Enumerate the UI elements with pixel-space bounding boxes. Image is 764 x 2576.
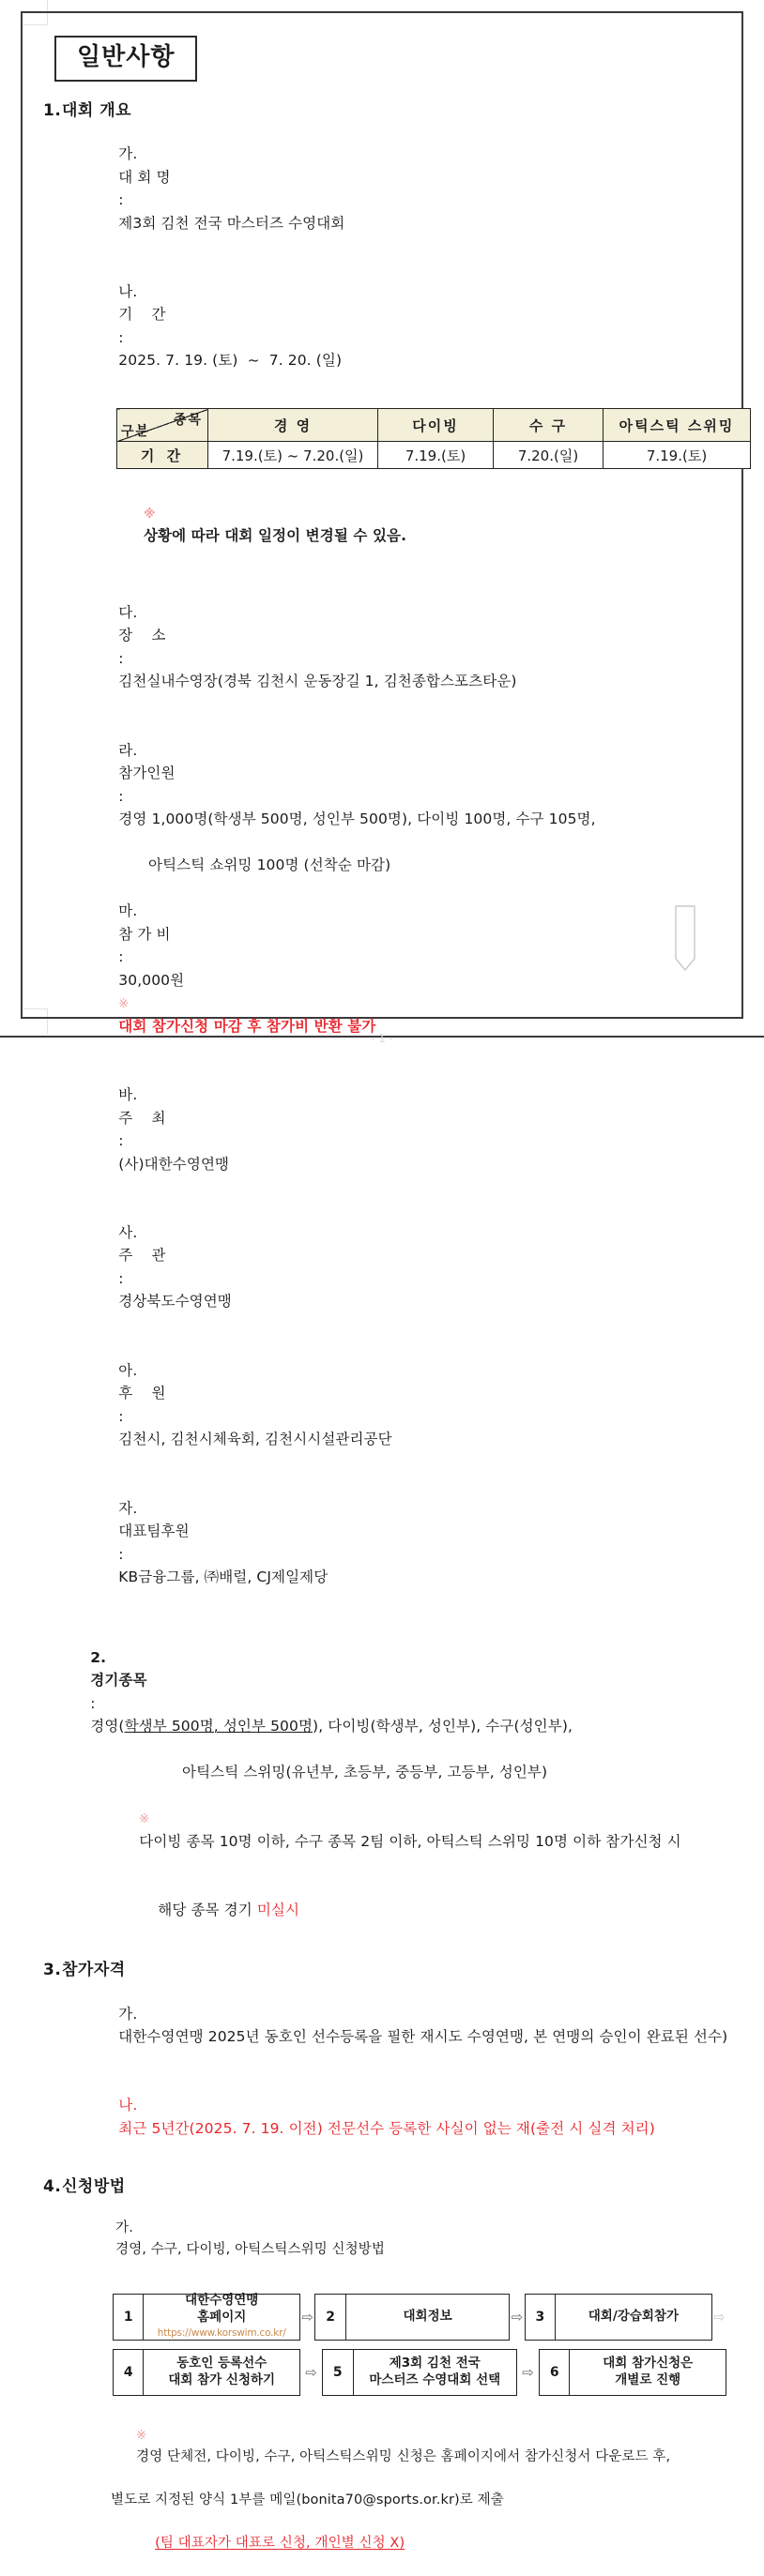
item-label: 장 소 (118, 627, 166, 644)
section-2-line1-underlined: 학생부 500명, 성인부 500명 (124, 1718, 313, 1735)
flow-arrow-wrap-icon: ⇨ (713, 2308, 726, 2326)
flow-step-1[interactable] (113, 2294, 300, 2341)
flow-step-line2: 홈페이지 (197, 2310, 247, 2326)
section-3-number: 3. (43, 1961, 62, 1980)
flow-step-line1: 동호인 등록선수 (176, 2355, 267, 2371)
flow-step-6[interactable] (539, 2349, 726, 2396)
section-4-item-a (43, 2196, 726, 2282)
item-separator: : (118, 649, 124, 667)
item-marker: 나. (118, 2097, 138, 2114)
table-row (117, 442, 751, 469)
section-1-item-g (43, 1199, 726, 1337)
flow-arrow-icon: ⇨ (511, 2308, 524, 2326)
section-2-note-line2 (43, 1876, 726, 1945)
flow-step-3[interactable] (525, 2294, 712, 2341)
item-label: 대표팀후원 (118, 1523, 190, 1540)
section-1-item-d (43, 716, 726, 854)
bookmark-ribbon-icon (674, 904, 696, 972)
flow-arrow-icon: ⇨ (301, 2308, 313, 2326)
section-2-note-line1 (43, 1784, 726, 1876)
item-marker: 마. (118, 902, 138, 920)
note-text-highlight: 미실시 (256, 1902, 300, 1919)
section-3-item-b (43, 2071, 726, 2163)
item-value: KB금융그룹, ㈜배럴, CJ제일제당 (118, 1568, 329, 1586)
section-1-note (43, 478, 726, 570)
section-4-title: 신청방법 (62, 2176, 126, 2196)
note-star-icon: ※ (143, 507, 156, 522)
item-value: 경영 1,000명(학생부 500명, 성인부 500명), 다이빙 100명, 수구 105명, (118, 811, 596, 828)
flow-step-number: 5 (323, 2350, 354, 2395)
section-1-title: 대회 개요 (62, 100, 132, 120)
flow-step-5[interactable] (322, 2349, 517, 2396)
flow-step-line1: 대한수영연맹 (185, 2293, 259, 2309)
item-marker: 다. (118, 603, 138, 621)
item-separator: : (118, 328, 124, 346)
item-separator: : (118, 1132, 124, 1150)
table-cell-swimming-period: 7.19.(토) ~ 7.20.(일) (208, 442, 378, 469)
section-1-item-d-cont: 아틱스틱 쇼위밍 100명 (선착순 마감) (148, 856, 391, 874)
item-marker: 나. (118, 282, 138, 300)
note-text: 상황에 따라 대회 일정이 변경될 수 있음. (143, 527, 407, 545)
item-marker: 자. (118, 1499, 138, 1517)
item-value: (사)대한수영연맹 (118, 1155, 230, 1173)
table-col-header-waterpolo: 수 구 (494, 409, 604, 442)
section-3-item-a (43, 1979, 726, 2071)
table-cell-artistic-period: 7.19.(토) (604, 442, 751, 469)
fee-amount: 30,000원 (118, 971, 185, 989)
item-value: 김천실내수영장(경북 김천시 운동장길 1, 김천종합스포츠타운) (118, 673, 517, 690)
table-cell-waterpolo-period: 7.20.(일) (494, 442, 604, 469)
flow-step-line1: 제3회 김천 전국 (389, 2355, 481, 2371)
flow-step-number: 1 (114, 2295, 144, 2340)
section-1-item-h (43, 1336, 726, 1474)
table-corner-cell (117, 409, 208, 442)
note-text: 다이빙 종목 10명 이하, 수구 종목 2팀 이하, 아틱스틱 스위밍 10명 이하 참가신청 시 (139, 1832, 681, 1850)
application-flow-diagram (113, 2294, 726, 2396)
flow-step-4[interactable] (113, 2349, 300, 2396)
section-1-item-f (43, 1061, 726, 1199)
page-number: - 1 - (371, 1032, 393, 1045)
section-1-item-c (43, 578, 726, 716)
flow-step-line2: 개별로 진행 (615, 2371, 681, 2387)
section-1-item-i (43, 1474, 726, 1612)
section-2-separator: : (90, 1694, 96, 1712)
item-value: 김천시, 김천시체육회, 김천시시설관리공단 (118, 1431, 392, 1448)
table-header-row (117, 409, 751, 442)
section-2-number: 2. (90, 1648, 107, 1666)
table-col-header-swimming: 경 영 (208, 409, 378, 442)
flow-step-number: 4 (114, 2350, 144, 2395)
flow-step-line1: 대회 참가신청은 (603, 2355, 694, 2371)
section-3-heading (43, 1956, 726, 1979)
item-marker: 가. (118, 2005, 138, 2023)
item-label: 참가인원 (118, 765, 176, 782)
schedule-table (116, 408, 751, 469)
section-2-line1-pre: 경영( (90, 1718, 125, 1735)
table-col-header-artistic: 아틱스틱 스위밍 (604, 409, 751, 442)
item-value: 대한수영연맹 2025년 동호인 선수등록을 필한 재시도 수영연맹, 본 연맹의 승인이 완료된 선수) (118, 2028, 728, 2046)
section-1 (43, 97, 735, 1613)
flow-arrow-icon: ⇨ (305, 2363, 317, 2381)
fee-warning-text: 대회 참가신청 마감 후 참가비 반환 불가 (118, 1017, 376, 1035)
item-label: 기 간 (118, 306, 166, 324)
item-separator: : (118, 787, 124, 805)
item-label: 주 최 (118, 1109, 166, 1127)
flow-step-number: 2 (315, 2295, 346, 2340)
section-4-heading (43, 2173, 726, 2196)
item-label: 대 회 명 (118, 168, 171, 186)
item-separator: : (118, 191, 124, 209)
item-value: 제3회 김천 전국 마스터즈 수영대회 (118, 214, 345, 232)
item-value: 경상북도수영연맹 (118, 1293, 232, 1311)
section-4-note-line1 (43, 2404, 726, 2491)
table-row-label-period: 기 간 (117, 442, 208, 469)
section-2-line2: 아틱스틱 스위밍(유년부, 초등부, 중등부, 고등부, 성인부) (182, 1764, 548, 1781)
section-4-note-line2: 별도로 지정된 양식 1부를 메일(bonita70@sports.or.kr)로 제출 (111, 2493, 504, 2508)
fee-star-icon: ※ (118, 997, 130, 1012)
note-star-icon: ※ (139, 1812, 150, 1827)
flow-row-top (113, 2294, 726, 2341)
section-3 (43, 1956, 726, 2163)
flow-step-line1: 대회정보 (403, 2308, 452, 2324)
flow-step-line2: 대회 참가 신청하기 (168, 2371, 276, 2387)
corner-label-category: 종목 (173, 413, 203, 429)
note-text-pre: 해당 종목 경기 (158, 1902, 257, 1919)
flow-arrow-icon: ⇨ (522, 2363, 534, 2381)
item-marker: 라. (118, 741, 138, 759)
item-label: 주 관 (118, 1247, 166, 1265)
flow-step-line1: 대회/강습회참가 (588, 2308, 679, 2324)
section-4 (43, 2173, 726, 2576)
section-2 (43, 1623, 726, 1945)
schedule-table-wrapper (116, 408, 735, 469)
corner-label-division: 구분 (121, 424, 151, 440)
note-text-highlight: (팀 대표자가 대표로 신청, 개인별 신청 X) (155, 2536, 405, 2551)
item-marker: 가. (115, 2220, 133, 2235)
page-title: 일반사항 (54, 36, 197, 82)
document-frame (21, 11, 743, 2551)
item-separator: : (118, 1269, 124, 1287)
item-marker: 아. (118, 1361, 138, 1379)
item-label: 참 가 비 (118, 925, 171, 943)
table-col-header-diving: 다이빙 (378, 409, 494, 442)
section-4-number: 4. (43, 2176, 62, 2196)
section-1-number: 1. (43, 100, 62, 120)
item-marker: 가. (118, 145, 138, 163)
item-label: 후 원 (118, 1385, 166, 1402)
item-marker: 바. (118, 1086, 138, 1104)
section-2-line1-post: ), 다이빙(학생부, 성인부), 수구(성인부), (313, 1718, 573, 1735)
table-cell-diving-period: 7.19.(토) (378, 442, 494, 469)
flow-step-line2: 마스터즈 수영대회 선택 (369, 2371, 501, 2387)
flow-step-number: 6 (540, 2350, 570, 2395)
section-2-heading-line (43, 1623, 726, 1761)
section-1-item-a (43, 120, 726, 258)
item-separator: : (118, 948, 124, 966)
flow-row-bottom (113, 2349, 726, 2396)
section-1-heading (43, 97, 726, 120)
flow-step-number: 3 (526, 2295, 556, 2340)
section-4-note-line3 (43, 2511, 726, 2576)
item-separator: : (118, 1545, 124, 1563)
section-2-title: 경기종목 (90, 1672, 147, 1690)
section-1-item-b (43, 258, 726, 396)
section-3-title: 참가자격 (62, 1961, 126, 1980)
flow-step-url[interactable]: https://www.korswim.co.kr/ (157, 2326, 286, 2339)
item-separator: : (118, 1407, 124, 1425)
note-star-icon: ※ (136, 2429, 147, 2444)
note-text: 경영 단체전, 다이빙, 수구, 아틱스틱스위밍 신청은 홈페이지에서 참가신청서 다운로드 후, (136, 2449, 671, 2465)
item-marker: 사. (118, 1224, 138, 1241)
item-value: 2025. 7. 19. (토) ~ 7. 20. (일) (118, 352, 343, 370)
item-value: 경영, 수구, 다이빙, 아틱스틱스위밍 신청방법 (115, 2241, 385, 2257)
item-value: 최근 5년간(2025. 7. 19. 이전) 전문선수 등록한 사실이 없는 재(출전 시 실격 처리) (118, 2119, 655, 2137)
flow-step-2[interactable] (314, 2294, 510, 2341)
